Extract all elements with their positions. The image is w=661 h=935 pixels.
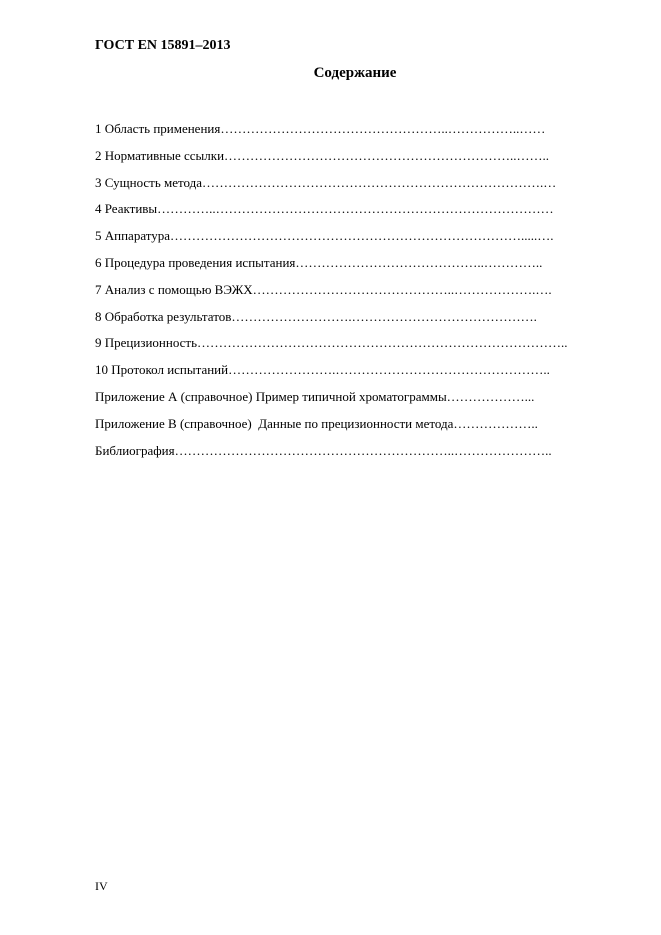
toc-heading: Содержание [313,65,397,81]
toc-entry-label: 4 Реактивы…………..…………………………………………………………………… [95,201,554,217]
toc-entry-precision [95,333,615,360]
toc-entry-label: Приложение В (справочное) Данные по прецизионности метода……………….. [95,415,538,431]
toc-entry-scope [95,119,615,146]
toc-entry-label: 6 Процедура проведения испытания……………………………………..………….. [95,254,543,270]
toc-entry-hplc-analysis [95,280,615,307]
page-number: IV [95,879,108,893]
toc-entry-annex-a [95,387,615,414]
toc-entry-normative-references [95,146,615,173]
toc-entry-label: 5 Аппаратура……………………………………………………………………….....…. [95,228,554,244]
toc-entry-label: 9 Прецизионность………………………………………………………………………….. [95,335,568,351]
document-code: ГОСТ EN 15891–2013 [95,38,231,53]
toc-entry-principle [95,173,615,200]
toc-entry-label: 1 Область применения……………………………………………..……………..…… [95,121,546,136]
toc-entry-test-report [95,360,615,387]
toc-entry-label: Библиография………………………………………………………..………………….. [95,442,552,458]
toc-entry-annex-b [95,414,615,441]
table-of-contents [95,119,615,467]
toc-entry-label: 3 Сущность метода…………………………………………………………………….… [95,174,557,190]
toc-entry-reagents [95,199,615,226]
toc-entry-label: 7 Анализ с помощью ВЭЖХ………………………………………..……………….…. [95,281,552,297]
toc-entry-procedure [95,253,615,280]
toc-entry-bibliography [95,441,615,468]
toc-entry-results [95,307,615,334]
toc-entry-label: 8 Обработка результатов……………………….……………………………………. [95,308,537,324]
toc-entry-label: 2 Нормативные ссылки…………………………………………………………..…….. [95,147,550,163]
toc-entry-label: 10 Протокол испытаний…………………….………………………………………….. [95,362,550,378]
toc-entry-apparatus [95,226,615,253]
toc-entry-label: Приложение А (справочное) Пример типичной хроматограммы………………... [95,388,535,404]
